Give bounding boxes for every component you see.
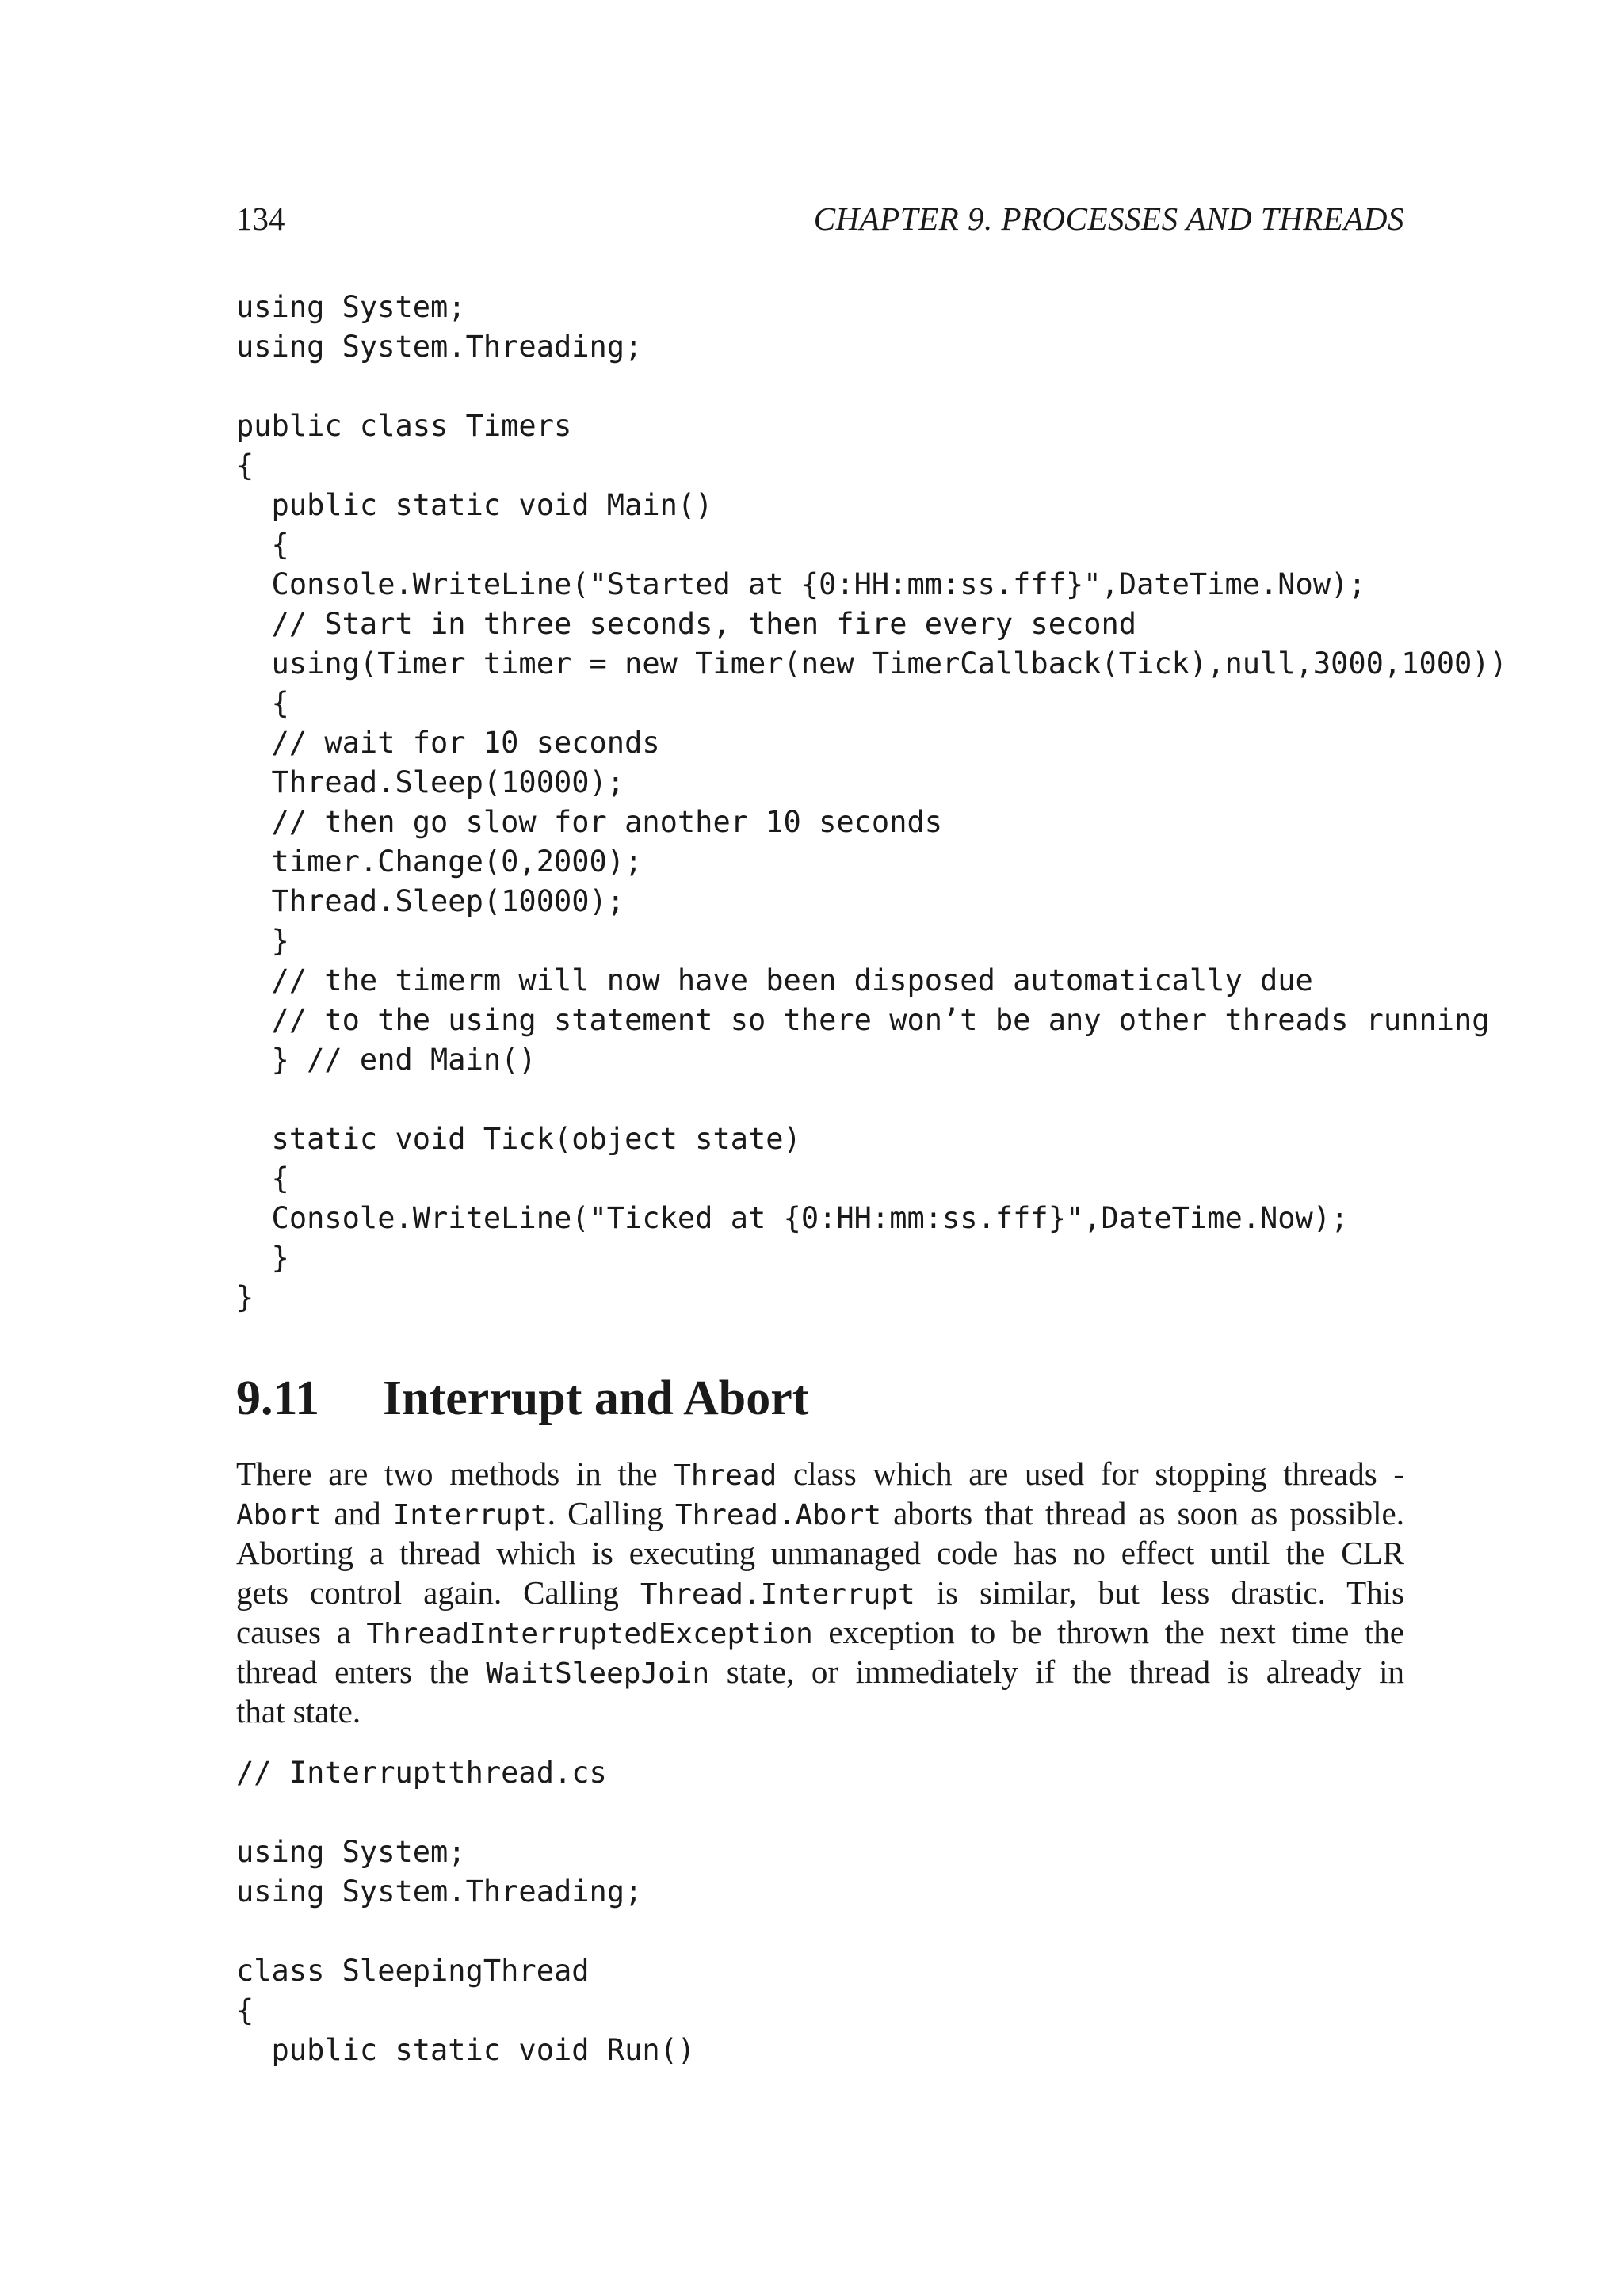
code-line: public class Timers	[236, 409, 572, 443]
code-line	[236, 367, 1507, 406]
code-line: using System.Threading;	[236, 330, 643, 364]
chapter-title: CHAPTER 9. PROCESSES AND THREADS	[813, 200, 1404, 237]
code-line: {	[236, 448, 254, 482]
inline-code: Thread.Interrupt	[640, 1578, 915, 1611]
code-line: using(Timer timer = new Timer(new TimerCallback(Tick),null,3000,1000))	[236, 646, 1507, 681]
inline-code: ThreadInterruptedException	[366, 1618, 813, 1650]
code-line	[236, 1912, 695, 1951]
code-line: public static void Run()	[236, 2033, 696, 2067]
paragraph-line	[236, 1652, 1404, 1691]
code-line: Console.WriteLine("Started at {0:HH:mm:ss.fff}",DateTime.Now);	[236, 567, 1366, 601]
inline-code: WaitSleepJoin	[486, 1657, 710, 1690]
code-line: static void Tick(object state)	[236, 1122, 801, 1156]
code-line: using System;	[236, 290, 466, 324]
text-run: causes a	[236, 1614, 367, 1650]
code-line: using System;	[236, 1835, 466, 1869]
code-line: } // end Main()	[236, 1043, 537, 1077]
section-heading	[236, 1367, 808, 1430]
text-run: exception to be thrown the next time the	[812, 1614, 1404, 1650]
code-line	[236, 1793, 695, 1833]
running-header	[236, 196, 1404, 241]
text-run: is similar, but less drastic. This	[915, 1574, 1405, 1611]
code-line	[236, 1080, 1507, 1119]
code-line: Thread.Sleep(10000);	[236, 884, 625, 918]
inline-code: Thread	[674, 1459, 777, 1492]
code-listing-interruptthread	[236, 1753, 695, 2070]
body-paragraph	[236, 1454, 1404, 1731]
code-line: using System.Threading;	[236, 1875, 643, 1909]
code-line: {	[236, 1993, 254, 2027]
code-line: // to the using statement so there won’t be any other threads running	[236, 1003, 1490, 1037]
code-line: // the timerm will now have been disposed automatically due	[236, 963, 1313, 997]
code-line: {	[236, 686, 289, 720]
code-line: public static void Main()	[236, 488, 713, 522]
section-number: 9.11	[236, 1371, 320, 1425]
code-line: // Start in three seconds, then fire every second	[236, 607, 1137, 641]
page-number: 134	[236, 200, 285, 237]
text-run: class which are used for stopping threads -	[777, 1455, 1404, 1492]
paragraph-line	[236, 1612, 1404, 1652]
code-line: class SleepingThread	[236, 1954, 590, 1988]
text-run: and	[322, 1495, 393, 1531]
code-line: Thread.Sleep(10000);	[236, 765, 625, 799]
code-listing-timers	[236, 288, 1507, 1318]
text-run: thread enters the	[236, 1653, 487, 1690]
inline-code: Abort	[236, 1499, 323, 1531]
text-run: . Calling	[547, 1495, 675, 1531]
inline-code: Thread.Abort	[674, 1499, 881, 1531]
code-line: timer.Change(0,2000);	[236, 845, 643, 879]
code-line: }	[236, 1280, 254, 1314]
paragraph-line	[236, 1573, 1404, 1612]
code-line: // Interruptthread.cs	[236, 1756, 607, 1790]
section-title: Interrupt and Abort	[383, 1371, 809, 1425]
paragraph-line: Aborting a thread which is executing unmanaged code has no effect until the CLR	[236, 1535, 1404, 1571]
text-run: There are two methods in the	[236, 1455, 674, 1492]
paragraph-line: that state.	[236, 1693, 361, 1730]
text-run: state, or immediately if the thread is already in	[709, 1653, 1404, 1690]
code-line: }	[236, 1241, 289, 1275]
code-line: Console.WriteLine("Ticked at {0:HH:mm:ss.fff}",DateTime.Now);	[236, 1201, 1349, 1235]
code-line: // wait for 10 seconds	[236, 726, 660, 760]
code-line: {	[236, 1161, 289, 1196]
text-run: gets control again. Calling	[236, 1574, 640, 1611]
paragraph-line	[236, 1493, 1404, 1533]
code-line: }	[236, 924, 289, 958]
text-run: aborts that thread as soon as possible.	[881, 1495, 1404, 1531]
inline-code: Interrupt	[392, 1499, 548, 1531]
paragraph-line	[236, 1454, 1404, 1493]
code-line: {	[236, 528, 289, 562]
code-line: // then go slow for another 10 seconds	[236, 805, 943, 839]
